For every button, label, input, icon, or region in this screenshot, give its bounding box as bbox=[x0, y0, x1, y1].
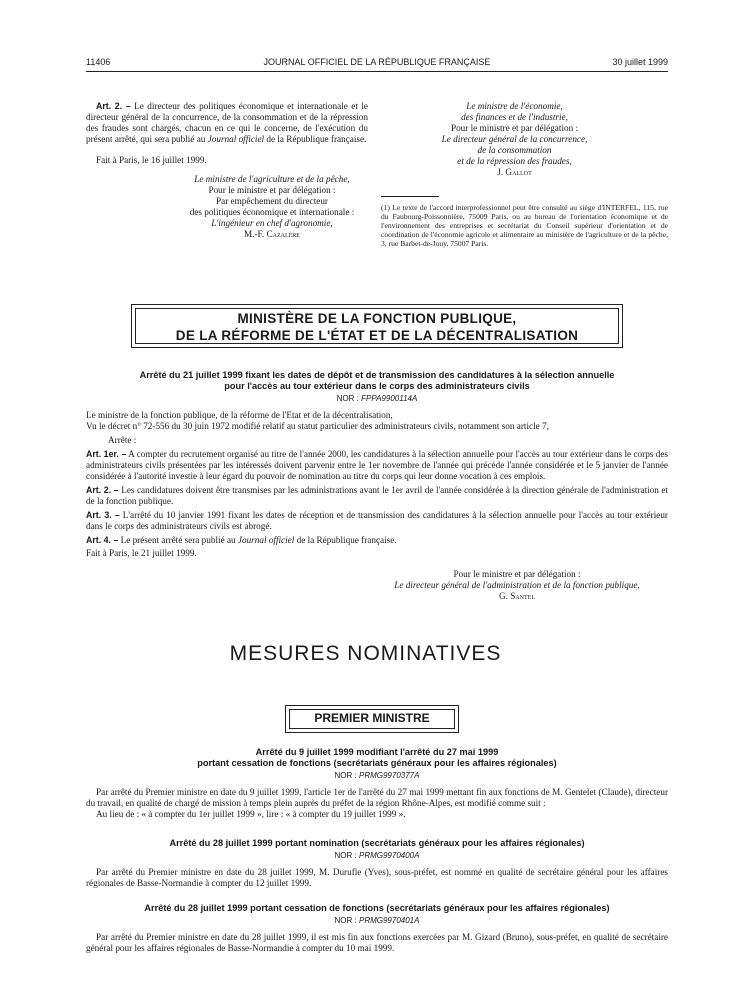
article-2-paragraph: Art. 2. – Le directeur des politiques économique et internationale et le directeur général de la concurrence, de la consommation et de la répression des fraudes sont chargés, chacun en ce qui le concerne, de l'exécution du présent arrêté, qui sera publié au Journal officiel de la République française. bbox=[86, 101, 368, 144]
arrete-28-juillet-nomination: Arrêté du 28 juillet 1999 portant nomination (secrétariats généraux pour les affaires régionales) NOR : PRMG9970400A Par arrêté du Premier ministre en date du 28 juillet 1999, M. Durufle (Yves), sous-préfet, est nommé en qualité de secrétaire général pour les affaires régionales de Basse-Normandie à compter du 12 juillet 1999. bbox=[86, 838, 668, 888]
nor-reference: NOR : PRMG9970400A bbox=[334, 851, 420, 860]
signatory-name: M.-F. Cazalère bbox=[244, 229, 300, 239]
premier-ministre-title: PREMIER MINISTRE bbox=[289, 709, 455, 729]
arrete-21-juillet bbox=[86, 370, 668, 602]
footnote-rule bbox=[381, 196, 439, 197]
header-rule bbox=[86, 71, 668, 72]
arrete-title: Arrêté du 21 juillet 1999 fixant les dates de dépôt et de transmission des candidatures à la sélection annuelle pour l'accès au tour extérieur dans le corps des administrateurs civils bbox=[139, 370, 615, 391]
article-2-label: Art. 2. – bbox=[96, 101, 131, 111]
nor-reference: NOR : PRMG9970377A bbox=[334, 771, 420, 780]
signatory-name: G. Santel bbox=[499, 591, 535, 601]
ministry-heading-box bbox=[131, 304, 623, 348]
article-3: Art. 3. – L'arrêté du 10 janvier 1991 fixant les dates de réception et de transmission des candidatures à la sélection annuelle pour l'accès au tour extérieur dans le corps des administrateurs civils est abrogé. bbox=[86, 510, 668, 531]
signature-block-agriculture: Le ministre de l'agriculture et de la pêche, Pour le ministre et par délégation : Par empêchement du directeur des politiques économique et internationale : L'ingénieur en chef d'agronomie, M.-F. Cazalère bbox=[176, 174, 368, 240]
arrete-28-juillet-cessation: Arrêté du 28 juillet 1999 portant cessation de fonctions (secrétariats généraux pour les affaires régionales) NOR : PRMG9970401A Par arrêté du Premier ministre en date du 28 juillet 1999, il est mis fin aux fonctions exercées par M. Gizard (Bruno), sous-préfet, en qualité de secrétaire général pour les affaires régionales de Basse-Normandie à compter du 10 mai 1999. bbox=[86, 903, 668, 953]
article-1: Art. 1er. – A compter du recrutement organisé au titre de l'année 2000, les candidatures à la sélection annuelle pour l'accès au tour extérieur dans le corps des administrateurs civils présentées par les intéressés doivent parvenir entre le 1er novembre de l'année qui précède l'année considérée et le 5 janvier de l'année considérée à l'autorité investie à leur égard du pouvoir de nomination au titre du corps qui leur donne vocation à ces emplois. bbox=[86, 449, 668, 481]
fait-a-paris: Fait à Paris, le 16 juillet 1999. bbox=[96, 155, 207, 165]
intro-vu: Vu le décret n° 72-556 du 30 juin 1972 modifié relatif au statut particulier des administrateurs civils, notamment son article 7, bbox=[86, 421, 549, 431]
intro-minister: Le ministre de la fonction publique, de la réforme de l'Etat et de la décentralisation, bbox=[86, 410, 393, 420]
premier-ministre-box bbox=[285, 705, 459, 733]
issue-date: 30 juillet 1999 bbox=[612, 57, 668, 67]
page-header bbox=[86, 57, 668, 71]
fait-a-paris: Fait à Paris, le 21 juillet 1999. bbox=[86, 548, 197, 558]
right-column bbox=[381, 101, 668, 248]
section-title-mesures: MESURES NOMINATIVES bbox=[229, 642, 502, 665]
arrete-text: Par arrêté du Premier ministre en date du 28 juillet 1999, il est mis fin aux fonctions exercées par M. Gizard (Bruno), sous-préfet, en qualité de secrétaire général pour les affaires régionales de Basse-Normandie à compter du 10 mai 1999. bbox=[86, 932, 668, 953]
ministry-title-line1: MINISTÈRE DE LA FONCTION PUBLIQUE, bbox=[237, 311, 517, 326]
arrete-9-juillet: Arrêté du 9 juillet 1999 modifiant l'arrêté du 27 mai 1999 portant cessation de fonctions (secrétariats généraux pour les affaires régionales) NOR : PRMG9970377A Par arrêté du Premier ministre en date du 9 juillet 1999, l'article 1er de l'arrêté du 27 mai 1999 mettant fin aux fonctions de M. Gentelet (Claude), directeur du travail, en qualité de chargé de mission à temps plein auprès du préfet de la région Rhône-Alpes, est modifié comme suit : Au lieu de : « à compter du 1er juillet 1999 », lire : « à compter du 19 juillet 1999 ». bbox=[86, 747, 668, 819]
left-column bbox=[86, 101, 368, 240]
article-2: Art. 2. – Les candidatures doivent être transmises par les administrations avant le 1er avril de l'année considérée à la direction générale de l'administration et de la fonction publique. bbox=[86, 485, 668, 506]
signature-block-economie: Le ministre de l'économie, des finances et de l'industrie, Pour le ministre et par délégation : Le directeur général de la concurrence, de la consommation et de la répression des fraudes, J. Gallot bbox=[381, 101, 668, 178]
arrete-text: Par arrêté du Premier ministre en date du 28 juillet 1999, M. Durufle (Yves), sous-préfet, est nommé en qualité de secrétaire général pour les affaires régionales de Basse-Normandie à compter du 12 juillet 1999. bbox=[86, 867, 668, 888]
arrete-text-2: Au lieu de : « à compter du 1er juillet 1999 », lire : « à compter du 19 juillet 1999 ». bbox=[96, 809, 406, 819]
signature-block-fonction-publique: Pour le ministre et par délégation : Le directeur général de l'administration et de la fonction publique, G. Santel bbox=[366, 569, 668, 602]
journal-title: JOURNAL OFFICIEL DE LA RÉPUBLIQUE FRANÇAISE bbox=[263, 57, 491, 67]
nor-reference: NOR : PRMG9970401A bbox=[334, 916, 420, 925]
arrete-text: Par arrêté du Premier ministre en date du 9 juillet 1999, l'article 1er de l'arrêté du 27 mai 1999 mettant fin aux fonctions de M. Gentelet (Claude), directeur du travail, en qualité de chargé de mission à temps plein auprès du préfet de la région Rhône-Alpes, est modifié comme suit : bbox=[86, 787, 668, 808]
signatory-name: J. Gallot bbox=[497, 167, 532, 177]
ministry-title-line2: DE LA RÉFORME DE L'ÉTAT ET DE LA DÉCENTRALISATION bbox=[175, 328, 579, 343]
footnote: (1) Le texte de l'accord interprofessionnel peut être consulté au siège d'INTERFEL, 115, rue du Faubourg-Poissonnière, 75009 Paris, ou au bureau de l'orientation économique et de l'environnement des entreprises et secrétariat du Conseil supérieur d'orientation et de coordination de l'économie agricole et alimentaire au ministère de l'agriculture et de la pêche, 3, rue Barbet-de-Jouy, 75007 Paris. bbox=[381, 203, 668, 248]
page-number: 11406 bbox=[86, 57, 111, 67]
arrete-word: Arrête : bbox=[108, 435, 137, 445]
nor-reference: NOR : FPPA9900114A bbox=[336, 394, 418, 403]
article-4: Art. 4. – Le présent arrêté sera publié au Journal officiel de la République française. bbox=[86, 535, 397, 545]
